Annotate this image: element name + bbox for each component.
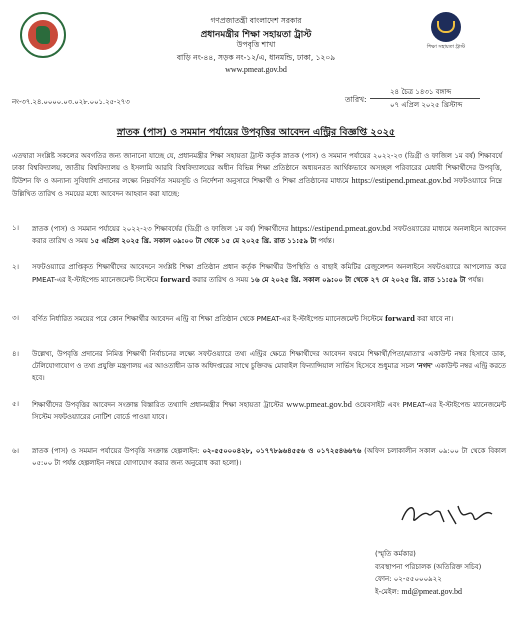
trust-logo bbox=[424, 12, 468, 62]
date-block bbox=[370, 86, 480, 111]
item-text: বর্ণিত নির্ধারিত সময়ের পরে কোন শিক্ষার্থীর আবেদন এন্ট্রি বা শিক্ষা প্রতিষ্ঠান থেকে PMEAT-এর ই-স্টাইপেন্ড ম্যানেজমেন্ট সিস্টেমে bbox=[32, 315, 383, 323]
list-item bbox=[12, 222, 506, 247]
date-label: তারিখ: bbox=[345, 95, 367, 104]
item-text: শিক্ষার্থীদের উপবৃত্তির আবেদন সংক্রান্ত বিস্তারিত তথ্যাদি প্রধানমন্ত্রীর শিক্ষা সহায়তা ট্রাস্টের bbox=[32, 401, 284, 409]
branch-name: উপবৃত্তি শাখা bbox=[236, 40, 276, 49]
signatory-email-row bbox=[375, 586, 462, 598]
handwritten-signature bbox=[398, 500, 498, 530]
nagad-label: 'নগদ' bbox=[416, 362, 433, 371]
forward-period: ১৬ মে ২০২৫ খ্রি. সকাল ০৯:০০ টা থেকে ২৭ মে ২০২৫ খ্রি. রাত ১১:৫৯ টা bbox=[250, 276, 466, 285]
notice-title: স্নাতক (পাস) ও সমমান পর্যায়ের উপবৃত্তির আবেদন এন্ট্রির বিজ্ঞপ্তি ২০২৫ bbox=[116, 127, 396, 138]
item-text: উল্লেখ্য, উপবৃত্তি প্রদানের নিমিত্ত শিক্ষার্থী নির্বাচনের লক্ষ্যে সফটওয়্যারে তথ্য এন্ট্রির ক্ষেত্রে শিক্ষার্থীদের আবেদন ফরমে শিক্ষার্থী/পিতা/মাতা'র একাউন্ট নম্বর হিসাবে ডাক, টেলিযোগাযোগ ও তথ্য প্রযুক্তি মন্ত্রণালয় এর আওতাধীন ডাক অধিদপ্তরের সাথে চুক্তিবদ্ধ মোবাইল ফিন্যান্সিয়াল সার্ভিস হিসেবে শুধুমাত্র সচল bbox=[32, 350, 506, 371]
item-number: ২। bbox=[12, 263, 19, 271]
list-item bbox=[12, 312, 506, 325]
item-number: ৪। bbox=[12, 350, 19, 358]
government-seal-logo bbox=[20, 12, 66, 58]
trust-logo-caption: শিক্ষা সহায়তা ট্রাস্ট bbox=[426, 44, 466, 50]
item-text: সফটওয়্যারের মাধ্যমে অনলাইনে আবেদন করার তারিখ ও সময় bbox=[32, 225, 506, 246]
item-text: করার তারিখ ও সময় bbox=[192, 276, 249, 285]
list-item bbox=[12, 398, 506, 423]
item-text: করা যাবে না। bbox=[417, 315, 454, 323]
list-item bbox=[12, 348, 506, 385]
office-address: বাড়ি নং-৪৪, সড়ক নং-১২/এ, ধানমন্ডি, ঢাকা, ১২০৯ bbox=[176, 53, 336, 62]
website-link[interactable]: www.pmeat.gov.bd bbox=[225, 65, 287, 74]
pmeat-website-link[interactable]: www.pmeat.gov.bd bbox=[286, 399, 352, 409]
item-text: সফটওয়্যারে প্রাপ্তিকৃত শিক্ষার্থীদের আবেদনে সংশ্লিষ্ট শিক্ষা প্রতিষ্ঠান প্রধান কর্তৃক শিক্ষার্থীর উপস্থিতি ও বাছাই কমিটির রেজুলেশন অনলাইনে সফটওয়্যারে আপলোড করে PMEAT-এর ই-স্টাইপেন্ড ম্যানেজমেন্ট সিস্টেমে bbox=[32, 263, 506, 285]
email-label: ই-মেইল: bbox=[375, 588, 400, 596]
item-number: ৫। bbox=[12, 400, 19, 408]
estipend-url-link[interactable]: https://estipend.pmeat.gov.bd bbox=[290, 223, 391, 233]
signatory-name: (স্মৃতি কর্মকার) bbox=[375, 550, 416, 558]
item-text: (অফিস চলাকালীন সকাল ০৯:০০ টা থেকে বিকাল ০৫:০০ টা পর্যন্ত হেল্পলাইন নম্বরে যোগাযোগ করার জন্য অনুরোধ করা হলো)। bbox=[32, 447, 506, 468]
list-item bbox=[12, 261, 506, 286]
signatory-designation: ব্যবস্থাপনা পরিচালক (অতিরিক্ত সচিব) bbox=[375, 563, 482, 571]
item-number: ৬। bbox=[12, 447, 19, 455]
list-item bbox=[12, 445, 506, 469]
intro-url-link[interactable]: https://estipend.pmeat.gov.bd bbox=[351, 175, 452, 186]
helpline-numbers: ০২-৫৫০০০৪২৮, ০১৭৭৮৯৬৪৫৫৬ ও ০১৭২৫৪৬৬৭৬ bbox=[202, 447, 362, 455]
government-name: গণপ্রজাতন্ত্রী বাংলাদেশ সরকার bbox=[210, 16, 302, 25]
trust-name: প্রধানমন্ত্রীর শিক্ষা সহায়তা ট্রাস্ট bbox=[200, 30, 312, 40]
date-gregorian: ০৭ এপ্রিল ২০২৫ খ্রিস্টাব্দ bbox=[390, 101, 463, 109]
forward-keyword: forward bbox=[160, 274, 191, 285]
date-bangla: ২৪ চৈত্র ১৪৩১ বঙ্গাব্দ bbox=[370, 86, 480, 99]
intro-text: এতদ্বারা সংশ্লিষ্ট সকলের অবগতির জন্য জানানো যাচ্ছে যে, প্রধানমন্ত্রীর শিক্ষা সহায়তা ট্রাস্ট কর্তৃক স্নাতক (পাস) ও সমমান পর্যায়ের ২০২২-২৩ (ডিগ্রী ও ফাজিল ১ম বর্ষ) শিক্ষাবর্ষে ঢাকা বিশ্ববিদ্যালয়, জাতীয় বিশ্ববিদ্যালয় ও ইসলামি আরবি বিশ্ববিদ্যালয়ের অধীন বিভিন্ন শিক্ষা প্রতিষ্ঠানে অধ্যয়নরত আর্থিকভাবে অসচ্ছল পরিবারের মেধাবী শিক্ষার্থীদের উপবৃত্তি, টিউশন ফি ও অন্যান্য সুবিধাদি প্রদানের লক্ষ্যে নিম্নবর্ণিত সময়সূচি ও নির্দেশনা অনুসারে শিক্ষার্থী ও শিক্ষা প্রতিষ্ঠানের মাধ্যমে bbox=[12, 152, 502, 186]
item-text: ওয়েবসাইট এবং PMEAT-এর ই-স্টাইপেন্ড ম্যানেজমেন্ট সিস্টেম সফটওয়্যারের নোটিশ বোর্ডে পাওয়া যাবে। bbox=[32, 401, 506, 422]
intro-tail: সফটওয়্যারে নিম্নে উল্লিখিত তারিখ ও সময়ের মধ্যে আবেদন আহবান করা যাচ্ছে: bbox=[12, 177, 502, 198]
item-number: ৩। bbox=[12, 314, 19, 322]
item-number: ১। bbox=[12, 224, 19, 232]
item-text: পর্যন্ত। bbox=[318, 237, 335, 246]
forward-keyword: forward bbox=[385, 313, 415, 323]
signatory-phone: ফোন: ০২-৫৫০০০৯২২ bbox=[375, 575, 442, 583]
memo-number: নং-৩৭.২৪.০০০০.০৩.০২৮.০০১.২৫-২৭৩ bbox=[12, 98, 130, 106]
application-period: ১৫ এপ্রিল ২০২৫ খ্রি. সকাল ০৯:০০ টা থেকে ১৫ মে ২০২৫ খ্রি. রাত ১১:৫৯ টা bbox=[90, 237, 317, 246]
item-text: একাউন্ট নম্বর এন্ট্রি করতে হবে। bbox=[32, 362, 506, 383]
email-link[interactable]: md@pmeat.gov.bd bbox=[401, 587, 462, 596]
item-text: স্নাতক (পাস) ও সমমান পর্যায়ের উপবৃত্তি সংক্রান্ত হেল্পলাইন: bbox=[32, 447, 200, 455]
item-text: স্নাতক (পাস) ও সমমান পর্যায়ের ২০২২-২৩ শিক্ষাবর্ষের (ডিগ্রী ও ফাজিল ১ম বর্ষ) শিক্ষার্থীদের bbox=[32, 225, 289, 233]
item-text: পর্যন্ত। bbox=[467, 276, 484, 285]
intro-paragraph bbox=[12, 150, 502, 200]
